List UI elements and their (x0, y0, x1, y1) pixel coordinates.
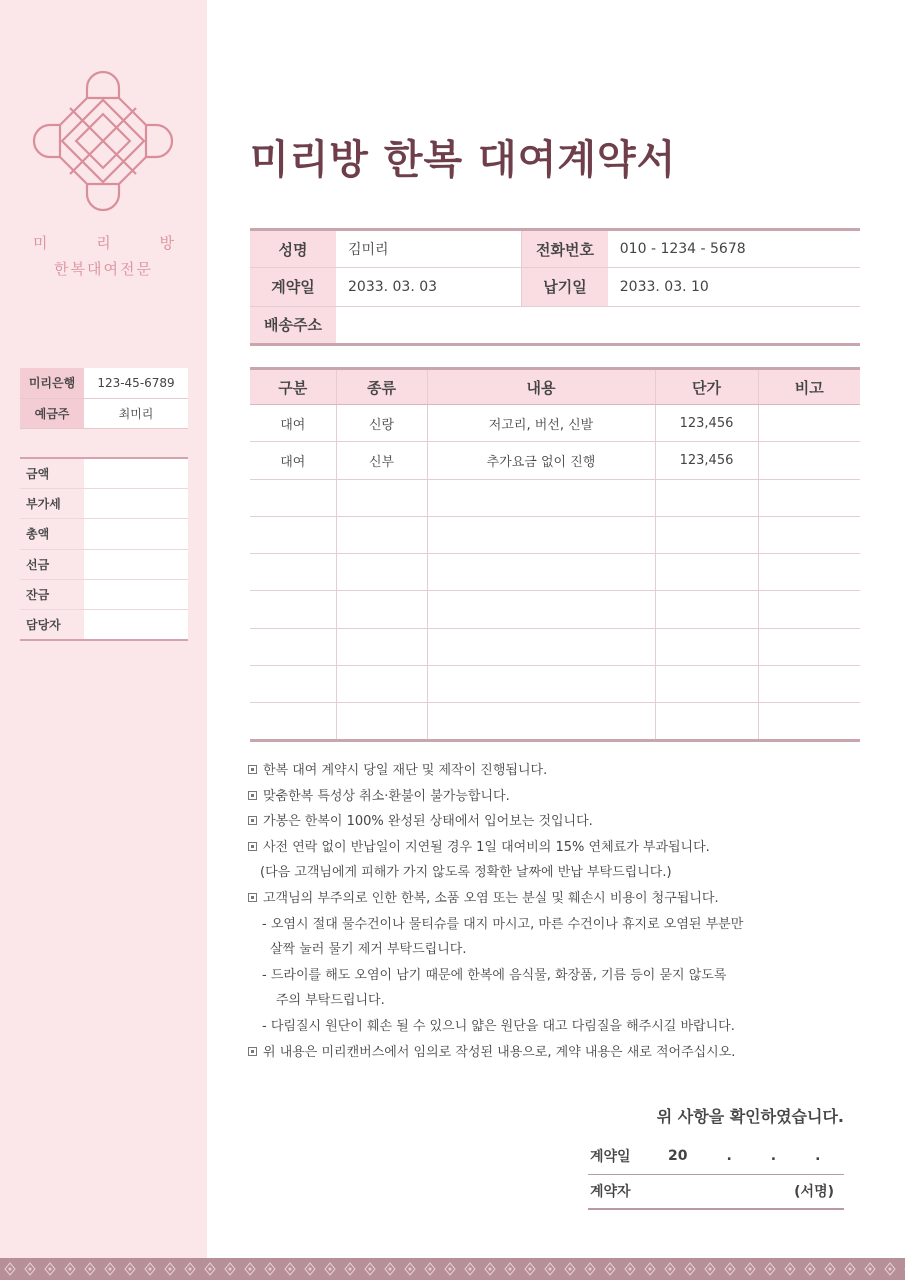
sign-date-row (588, 1139, 844, 1174)
brand-subtitle: 한복대여전문 (54, 260, 153, 278)
sidebar (0, 0, 207, 1258)
item-category[interactable] (250, 666, 336, 703)
header-price: 단가 (655, 369, 758, 405)
item-price[interactable] (655, 479, 758, 516)
item-price[interactable] (655, 554, 758, 591)
note-text: - 오염시 절대 물수건이나 물티슈를 대지 마시고, 마른 수건이나 휴지로 오염된 부분만 (262, 916, 744, 932)
diamond-pattern-icon (0, 1258, 905, 1280)
square-bullet-icon (248, 842, 257, 851)
square-bullet-icon (248, 791, 257, 800)
item-content[interactable] (427, 479, 655, 516)
item-row (250, 479, 860, 516)
item-content[interactable] (427, 703, 655, 740)
item-header-row (250, 369, 860, 405)
square-bullet-icon (248, 893, 257, 902)
item-note[interactable] (758, 442, 860, 479)
note-line (248, 1040, 808, 1066)
header-note: 비고 (758, 369, 860, 405)
item-note[interactable] (758, 516, 860, 553)
item-row (250, 405, 860, 442)
square-bullet-icon (248, 765, 257, 774)
note-line (248, 758, 808, 784)
item-content[interactable] (427, 591, 655, 628)
item-category[interactable] (250, 591, 336, 628)
note-text: 사전 연락 없이 반납일이 지연될 경우 1일 대여비의 15% 연체료가 부과됩니다. (263, 839, 710, 855)
header-content: 내용 (427, 369, 655, 405)
item-row (250, 628, 860, 665)
signer-row (588, 1174, 844, 1209)
address-value[interactable] (336, 306, 860, 344)
terms-notes (248, 758, 808, 1065)
amount-row (20, 488, 188, 518)
amount-value[interactable] (84, 488, 188, 518)
info-row (250, 268, 860, 306)
signer-label: 계약자 (588, 1174, 668, 1209)
note-text: 가봉은 한복이 100% 완성된 상태에서 입어보는 것입니다. (263, 814, 593, 830)
note-text: - 다림질시 원단이 훼손 될 수 있으니 얇은 원단을 대고 다림질을 해주시길 바랍니다. (262, 1018, 735, 1034)
footer-pattern-band (0, 1258, 905, 1280)
amount-value[interactable] (84, 519, 188, 549)
note-line (248, 963, 808, 989)
info-row (250, 230, 860, 268)
address-label: 배송주소 (250, 306, 336, 344)
phone-label: 전화번호 (522, 230, 608, 268)
item-note[interactable] (758, 479, 860, 516)
item-content[interactable] (427, 554, 655, 591)
customer-info-table (250, 228, 860, 346)
square-bullet-icon (248, 816, 257, 825)
item-content[interactable] (427, 628, 655, 665)
item-type[interactable]: 신랑 (336, 405, 427, 442)
holder-name: 최미리 (84, 398, 188, 428)
item-category[interactable]: 대여 (250, 405, 336, 442)
item-row (250, 666, 860, 703)
note-text: 고객님의 부주의로 인한 한복, 소품 오염 또는 분실 및 훼손시 비용이 청구됩니다. (263, 890, 719, 906)
item-row (250, 703, 860, 740)
item-row (250, 591, 860, 628)
note-line (248, 937, 808, 963)
page-title: 미리방 한복 대여계약서 (250, 137, 677, 183)
note-line (248, 886, 808, 912)
item-price[interactable] (655, 516, 758, 553)
note-text: (다음 고객님에게 피해가 가지 않도록 정확한 날짜에 반납 부탁드립니다.) (260, 865, 672, 881)
note-line (248, 809, 808, 835)
item-type[interactable] (336, 628, 427, 665)
amount-value[interactable] (84, 580, 188, 610)
note-text: - 드라이를 해도 오염이 남기 때문에 한복에 음식물, 화장품, 기름 등이 묻지 않도록 (262, 967, 727, 983)
sign-date-value[interactable]: 20 . . . (668, 1139, 844, 1174)
amount-value[interactable] (84, 610, 188, 640)
item-category[interactable] (250, 554, 336, 591)
contract-date-value[interactable]: 2033. 03. 03 (336, 268, 522, 306)
amount-table (20, 457, 188, 641)
amount-row (20, 580, 188, 610)
name-label: 성명 (250, 230, 336, 268)
header-category: 구분 (250, 369, 336, 405)
item-price[interactable] (655, 703, 758, 740)
item-note[interactable] (758, 554, 860, 591)
note-line (248, 912, 808, 938)
item-type[interactable] (336, 554, 427, 591)
note-text: 살짝 눌러 물기 제거 부탁드립니다. (270, 942, 467, 958)
header-type: 종류 (336, 369, 427, 405)
item-type[interactable]: 신부 (336, 442, 427, 479)
amount-value[interactable] (84, 549, 188, 579)
square-bullet-icon (248, 1047, 257, 1056)
amount-label: 금액 (20, 458, 84, 488)
item-category[interactable] (250, 516, 336, 553)
item-content[interactable]: 추가요금 없이 진행 (427, 442, 655, 479)
confirmation-text: 위 사항을 확인하였습니다. (656, 1107, 844, 1126)
item-type[interactable] (336, 479, 427, 516)
amount-row (20, 610, 188, 640)
item-price[interactable]: 123,456 (655, 442, 758, 479)
holder-label: 예금주 (20, 398, 84, 428)
amount-row (20, 519, 188, 549)
amount-label: 선금 (20, 549, 84, 579)
item-content[interactable] (427, 666, 655, 703)
item-type[interactable] (336, 516, 427, 553)
item-note[interactable] (758, 628, 860, 665)
item-row (250, 554, 860, 591)
item-category[interactable]: 대여 (250, 442, 336, 479)
item-content[interactable] (427, 516, 655, 553)
amount-label: 잔금 (20, 580, 84, 610)
bank-row (20, 368, 188, 398)
item-row (250, 516, 860, 553)
knot-logo-icon (30, 68, 176, 214)
holder-row (20, 398, 188, 428)
sign-mark[interactable]: (서명) (668, 1174, 844, 1209)
note-text: 한복 대여 계약시 당일 재단 및 제작이 진행됩니다. (263, 763, 548, 778)
sign-date-label: 계약일 (588, 1139, 668, 1174)
note-line (248, 860, 808, 886)
item-type[interactable] (336, 703, 427, 740)
amount-row (20, 549, 188, 579)
note-line (248, 1014, 808, 1040)
info-row (250, 306, 860, 344)
bank-account: 123-45-6789 (84, 368, 188, 398)
item-note[interactable] (758, 405, 860, 442)
item-category[interactable] (250, 703, 336, 740)
note-text: 주의 부탁드립니다. (276, 993, 385, 1009)
note-text: 맞춤한복 특성상 취소·환불이 불가능합니다. (263, 788, 510, 804)
amount-label: 총액 (20, 519, 84, 549)
item-type[interactable] (336, 666, 427, 703)
contract-date-label: 계약일 (250, 268, 336, 306)
phone-value[interactable]: 010 - 1234 - 5678 (608, 230, 860, 268)
item-row (250, 442, 860, 479)
signature-table (588, 1139, 844, 1210)
item-table (250, 367, 860, 742)
item-category[interactable] (250, 479, 336, 516)
item-category[interactable] (250, 628, 336, 665)
note-line (248, 988, 808, 1014)
item-content[interactable]: 저고리, 버선, 신발 (427, 405, 655, 442)
item-note[interactable] (758, 591, 860, 628)
item-price[interactable]: 123,456 (655, 405, 758, 442)
note-line (248, 835, 808, 861)
amount-label: 부가세 (20, 488, 84, 518)
delivery-date-value[interactable]: 2033. 03. 10 (608, 268, 860, 306)
bank-info-table (20, 368, 188, 429)
item-note[interactable] (758, 703, 860, 740)
brand-name: 미 리 방 (32, 234, 196, 252)
delivery-date-label: 납기일 (522, 268, 608, 306)
item-note[interactable] (758, 666, 860, 703)
note-text: 위 내용은 미리캔버스에서 임의로 작성된 내용으로, 계약 내용은 새로 적어주십시오. (263, 1044, 736, 1060)
item-price[interactable] (655, 628, 758, 665)
amount-label: 담당자 (20, 610, 84, 640)
note-line (248, 784, 808, 810)
item-price[interactable] (655, 666, 758, 703)
bank-label: 미리은행 (20, 368, 84, 398)
name-value[interactable]: 김미리 (336, 230, 522, 268)
item-type[interactable] (336, 591, 427, 628)
amount-value[interactable] (84, 458, 188, 488)
amount-row (20, 458, 188, 488)
item-price[interactable] (655, 591, 758, 628)
